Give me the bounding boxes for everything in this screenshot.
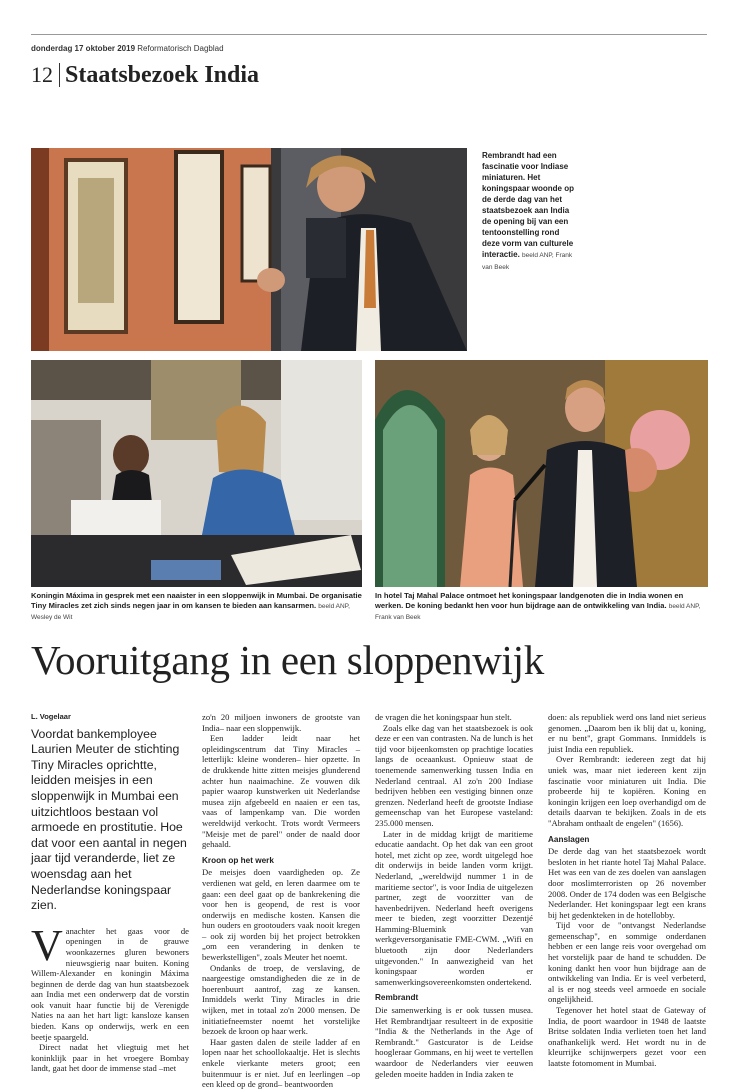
byline: L. Vogelaar	[31, 712, 71, 721]
paragraph: Ondanks de troep, de verslaving, de naargeestige omstandigheden die ze in de hoerenbuurt aantrof, zag ze kansen. Inmiddels werkt Tiny Miracles in drie wijken, met in totaal zo'n 2000 mensen. De initiatiefneemster noemt het vorstelijke bezoek de kroon op haar werk.	[202, 962, 360, 1037]
paragraph: doen: als republiek werd ons land niet serieus genomen. „Daarom ben ik blij dat u, koning, er nu bent", grapt Gommans. Inmiddels is juist India een republiek.	[548, 712, 706, 754]
paragraph: Haar gasten dalen de steile ladder af en lopen naar het schoollokaaltje. Het is slechts enkele vierkante meters groot; een buitenmuur is er niet. Juf en leerlingen –op een kleed op de grond– beantwoorden	[202, 1036, 360, 1090]
article-column-4	[548, 712, 706, 1069]
subheading: Rembrandt	[375, 993, 419, 1003]
paragraph: Een ladder leidt naar het opleidingscentrum dat Tiny Miracles –letterlijk: kleine wonderen– hier opzette. In de drukkende hitte zitten meisjes glunderend achter hun naaimachine. Ze vouwen dik papier waarop kunstwerken uit Nederlandse musea zijn afgebeeld en naaien er een tas, vaas of lampenkamp van. Die worden wereldwijd verkocht. Trots wordt Vermeers "Meisje met de parel" onder de naald door gehaald.	[202, 733, 360, 850]
credit-right: beeld ANP, Frank van Beek	[375, 603, 701, 621]
paragraph: Tijd voor de "ontvangst Nederlandse gemeenschap", en sommige onderdanen hebben er een lange reis voor overgehad om het vorstelijk paar de hand te schudden. De koning dankt hen voor hun bijdrage aan de ontwikkeling van India. Er is veel verbeterd, al is er nog steeds veel armoede en sociale ongelijkheid.	[548, 920, 706, 1005]
credit-top: beeld ANP, Frank van Beek	[482, 252, 573, 271]
article-headline: Vooruitgang in een sloppenwijk	[31, 637, 544, 683]
date: donderdag 17 oktober 2019	[31, 44, 136, 53]
header-rule	[31, 34, 707, 35]
dateline	[31, 44, 224, 53]
subheading: Kroon op het werk	[202, 855, 274, 865]
article-lead: Voordat bankemployee Laurien Meuter de stichting Tiny Miracles oprichtte, leidden meisjes in een sloppenwijk in Mumbai een uitzichtloos bestaan vol armoede en prostitutie. Hoe dat voor een aantal in negen jaar tijd veranderde, liet ze woensdag aan het Nederlandse koningspaar zien.	[31, 726, 187, 913]
paragraph: zo'n 20 miljoen inwoners de grootste van India– naar een sloppenwijk.	[202, 712, 360, 733]
paragraph: de vragen die het koningspaar hun stelt.	[375, 712, 512, 722]
paragraph: Over Rembrandt: iedereen zegt dat hij uniek was, maar niet iedereen kent zijn fascinatie voor miniaturen uit India. Die probeerde hij te kopiëren. Koning en koningin krijgen een loep overhandigd om de details daarvan te bekijken. Zoals in de ets "Abraham onthaalt de engelen" (1656).	[548, 754, 706, 828]
paragraph: Direct nadat het vliegtuig met het koninklijk paar in het vroegere Bombay landt, gaat het door de immense stad –met	[31, 1042, 189, 1074]
page-header	[31, 60, 259, 90]
subheading: Aanslagen	[548, 834, 590, 844]
caption-top-text: Rembrandt had een fascinatie voor Indiase miniaturen. Het koningspaar woonde op de derde dag van het staatsbezoek aan India de opening bij van een tentoonstelling rond deze vorm van culturele interactie.	[482, 151, 575, 259]
caption-left-text: Koningin Máxima in gesprek met een naaister in een sloppenwijk in Mumbai. De organisatie Tiny Miracles zet zich sinds negen jaar in om kansen te bieden aan kansarmen.	[31, 591, 362, 610]
paragraph: Tegenover het hotel staat de Gateway of India, de poort waardoor in 1948 de laatste Britse soldaten India verlieten toen het land onafhankelijk werd. Het wordt nu in de kleurrijke schijnwerpers gezet voor een laatste fotomoment in Mumbai.	[548, 1005, 706, 1068]
photo-tiny-miracles	[31, 360, 362, 587]
article-column-3	[375, 712, 533, 1079]
caption-right-text: In hotel Taj Mahal Palace ontmoet het koningspaar landgenoten die in India wonen en werken. De koning bedankt hen voor hun bijdrage aan de ontwikkeling van India.	[375, 591, 684, 610]
caption-right	[375, 591, 710, 623]
photo-rembrandt-exhibition	[31, 148, 467, 351]
article-column-1	[31, 712, 189, 1074]
credit-left: beeld ANP, Wesley de Wit	[31, 603, 350, 621]
photo-taj-mahal-palace	[375, 360, 708, 587]
drop-cap: V	[31, 920, 63, 970]
paragraph: Zoals elke dag van het staatsbezoek is ook deze er een van contrasten. Na de lunch is het tijd voor bijeenkomsten op prachtige locaties langs de oceaankust. Opnieuw staat de toenemende samenwerking tussen India en Nederland centraal. Al zo'n 200 Indiase bedrijven hebben een vestiging binnen onze grenzen. Nederland heeft de grootste Indiase gemeenschap van het Europese vasteland: 235.000 mensen.	[375, 722, 533, 828]
paper-name: Reformatorisch Dagblad	[137, 44, 224, 53]
paragraph: Later in de middag krijgt de maritieme educatie aandacht. Op het dak van een groot hotel, met zicht op zee, wordt uitgelegd hoe dit onderwijs in beide landen vorm krijgt. Nederland, „wereldwijd nummer 1 in de maritieme sector", is voor India de uitgelezen partner, zegt de voorzitter van de havenbedrijven. Nederland heeft overigens meer te bieden, zegt voorzitter Dezentjé Hamming-Bluemink van werkgeversorganisatie FME-CWM. „Wifi en bluetooth zijn door Nederlanders uitgevonden." In aanwezigheid van het koningspaar worden er samenwerkingsovereenkomsten ondertekend.	[375, 828, 533, 987]
article-column-2	[202, 712, 360, 1090]
paragraph: Die samenwerking is er ook tussen musea. Het Rembrandtjaar resulteert in de expositie "India & the Netherlands in the Age of Rembrandt." Gastcurator is de Leidse hoogleraar Gommans, en hij weet te vertellen waardoor de Nederlanders vier eeuwen geleden moeite hadden in India zaken te	[375, 1005, 533, 1079]
paragraph: De derde dag van het staatsbezoek wordt besloten in het riante hotel Taj Mahal Palace. Het was een van de zes doelen van aanslagen door moslimterroristen op 26 november 2008. Onder de 174 doden was een Belgische Nederlander. Het koningspaar legt een krans bij het gedenkteken in de hotellobby.	[548, 846, 706, 920]
paragraph: De meisjes doen vaardigheden op. Ze verdienen wat geld, en leren daarmee om te gaan: een deel gaat op de bankrekening die voor hen is geopend, de rest is voor onderwijs en medische kosten. Kansen die hun ouders en grootouders vaak nooit kregen – ook zij worden bij het project betrokken „om een verandering in denken te bewerkstelligen", zoals Meuter het noemt.	[202, 867, 360, 963]
paragraph: Vanachter het gaas voor de openingen in de grauwe woonkazernes gluren bewoners nieuwsgierig naar buiten. Koning Willem-Alexander en koningin Máxima beginnen de derde dag van hun staatsbezoek aan India met een onderwerp dat de vorstin ook vanuit haar functie bij de Verenigde Naties na aan het hart ligt: kansloze kansen bieden. Kans op onderwijs, werk en een beetje spaargeld.	[31, 920, 189, 1042]
section-title: Staatsbezoek India	[65, 62, 260, 88]
caption-left	[31, 591, 369, 623]
caption-top	[482, 150, 574, 273]
page-number: 12	[31, 63, 60, 87]
